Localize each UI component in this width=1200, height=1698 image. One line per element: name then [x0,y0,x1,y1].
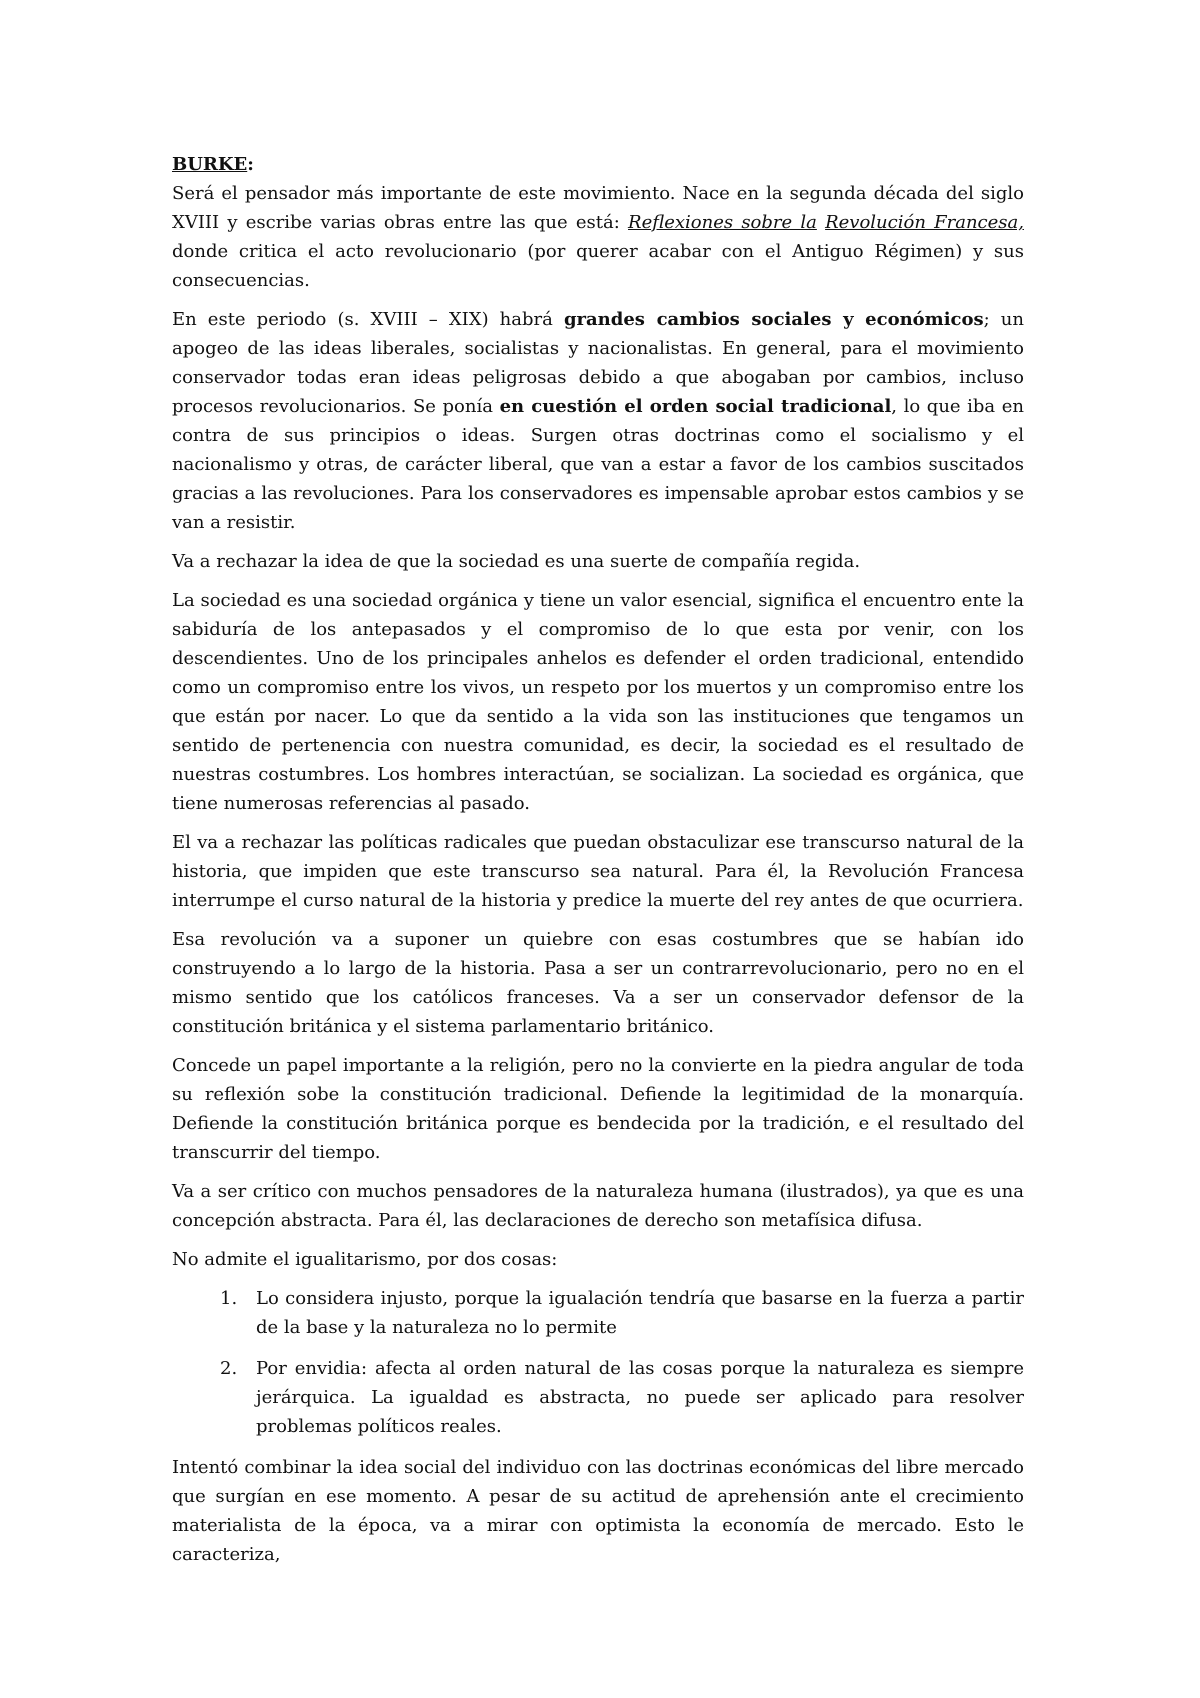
list-number: 2. [220,1358,238,1379]
paragraph-intro [172,179,1024,295]
book-title-part2: Revolución Francesa, [825,212,1024,233]
paragraph-rejection: Va a rechazar la idea de que la sociedad es una suerte de compañía regida. [172,551,861,572]
bold-phrase-changes: grandes cambios sociales y económicos [563,309,984,330]
paragraph-radical-politics: El va a rechazar las políticas radicales que puedan obstaculizar ese transcurso natural de la historia, que impiden que este transcurso sea natural. Para él, la Revolución Francesa interrumpe el curso natural de la historia y predice la muerte del rey antes de que ocurriera. [172,832,1024,911]
paragraph-period [172,305,1024,537]
paragraph-intro-text-a: Será el pensador más importante de este movimiento. Nace en la segunda década del siglo XVIII y escribe varias obras entre las que está: [172,183,1024,233]
numbered-list [172,1284,1024,1441]
book-title-space [817,212,825,233]
paragraph-market: Intentó combinar la idea social del individuo con las doctrinas económicas del libre mercado que surgían en ese momento. A pesar de su actitud de aprehensión ante el crecimiento materialista de la época, va a mirar con optimista la economía de mercado. Esto le caracteriza, [172,1457,1024,1565]
paragraph-organic-society: La sociedad es una sociedad orgánica y tiene un valor esencial, significa el encuentro ente la sabiduría de los antepasados y el compromiso de lo que esta por venir, con los descendientes. Uno de los principales anhelos es defender el orden tradicional, entendido como un compromiso entre los vivos, un respeto por los muertos y un compromiso entre los que están por nacer. Lo que da sentido a la vida son las instituciones que tengamos un sentido de pertenencia con nuestra comunidad, es decir, la sociedad es el resultado de nuestras costumbres. Los hombres interactúan, se socializan. La sociedad es orgánica, que tiene numerosas referencias al pasado. [172,590,1024,814]
list-item [172,1354,1024,1441]
paragraph-period-text-a: En este periodo (s. XVIII – XIX) habrá [172,309,564,330]
paragraph-period-text-c: , lo que iba en contra de sus principios o ideas. Surgen otras doctrinas como el socialismo y el nacionalismo y otras, de carácter liberal, que van a estar a favor de los cambios suscitados gracias a las revoluciones. Para los conservadores es impensable aprobar estos cambios y se van a resistir. [172,396,1024,533]
heading-text: BURKE [172,154,248,175]
list-item-text: Lo considera injusto, porque la igualación tendría que basarse en la fuerza a partir de la base y la naturaleza no lo permite [256,1288,1024,1338]
paragraph-period-text-b: ; un apogeo de las ideas liberales, socialistas y nacionalistas. En general, para el movimiento conservador todas eran ideas peligrosas debido a que abogaban por cambios, incluso procesos revolucionarios. Se ponía [172,309,1024,417]
document-page [172,150,1024,1579]
heading-colon: : [247,154,254,175]
bold-phrase-order: en cuestión el orden social tradicional [499,396,892,417]
paragraph-revolution: Esa revolución va a suponer un quiebre con esas costumbres que se habían ido construyendo a lo largo de la historia. Pasa a ser un contrarrevolucionario, pero no en el mismo sentido que los católicos franceses. Va a ser un conservador defensor de la constitución británica y el sistema parlamentario británico. [172,929,1024,1037]
list-item-text: Por envidia: afecta al orden natural de las cosas porque la naturaleza es siempre jerárquica. La igualdad es abstracta, no puede ser aplicado para resolver problemas políticos reales. [256,1358,1024,1437]
paragraph-religion: Concede un papel importante a la religión, pero no la convierte en la piedra angular de toda su reflexión sobe la constitución tradicional. Defiende la legitimidad de la monarquía. Defiende la constitución británica porque es bendecida por la tradición, e el resultado del transcurrir del tiempo. [172,1055,1024,1163]
list-number: 1. [220,1288,238,1309]
paragraph-intro-text-b: donde critica el acto revolucionario (por querer acabar con el Antiguo Régimen) y sus consecuencias. [172,241,1024,291]
section-heading [172,150,1024,179]
paragraph-critique: Va a ser crítico con muchos pensadores de la naturaleza humana (ilustrados), ya que es una concepción abstracta. Para él, las declaraciones de derecho son metafísica difusa. [172,1181,1024,1231]
book-title-part1: Reflexiones sobre la [628,212,817,233]
paragraph-egalitarianism: No admite el igualitarismo, por dos cosas: [172,1249,558,1270]
list-item [172,1284,1024,1342]
